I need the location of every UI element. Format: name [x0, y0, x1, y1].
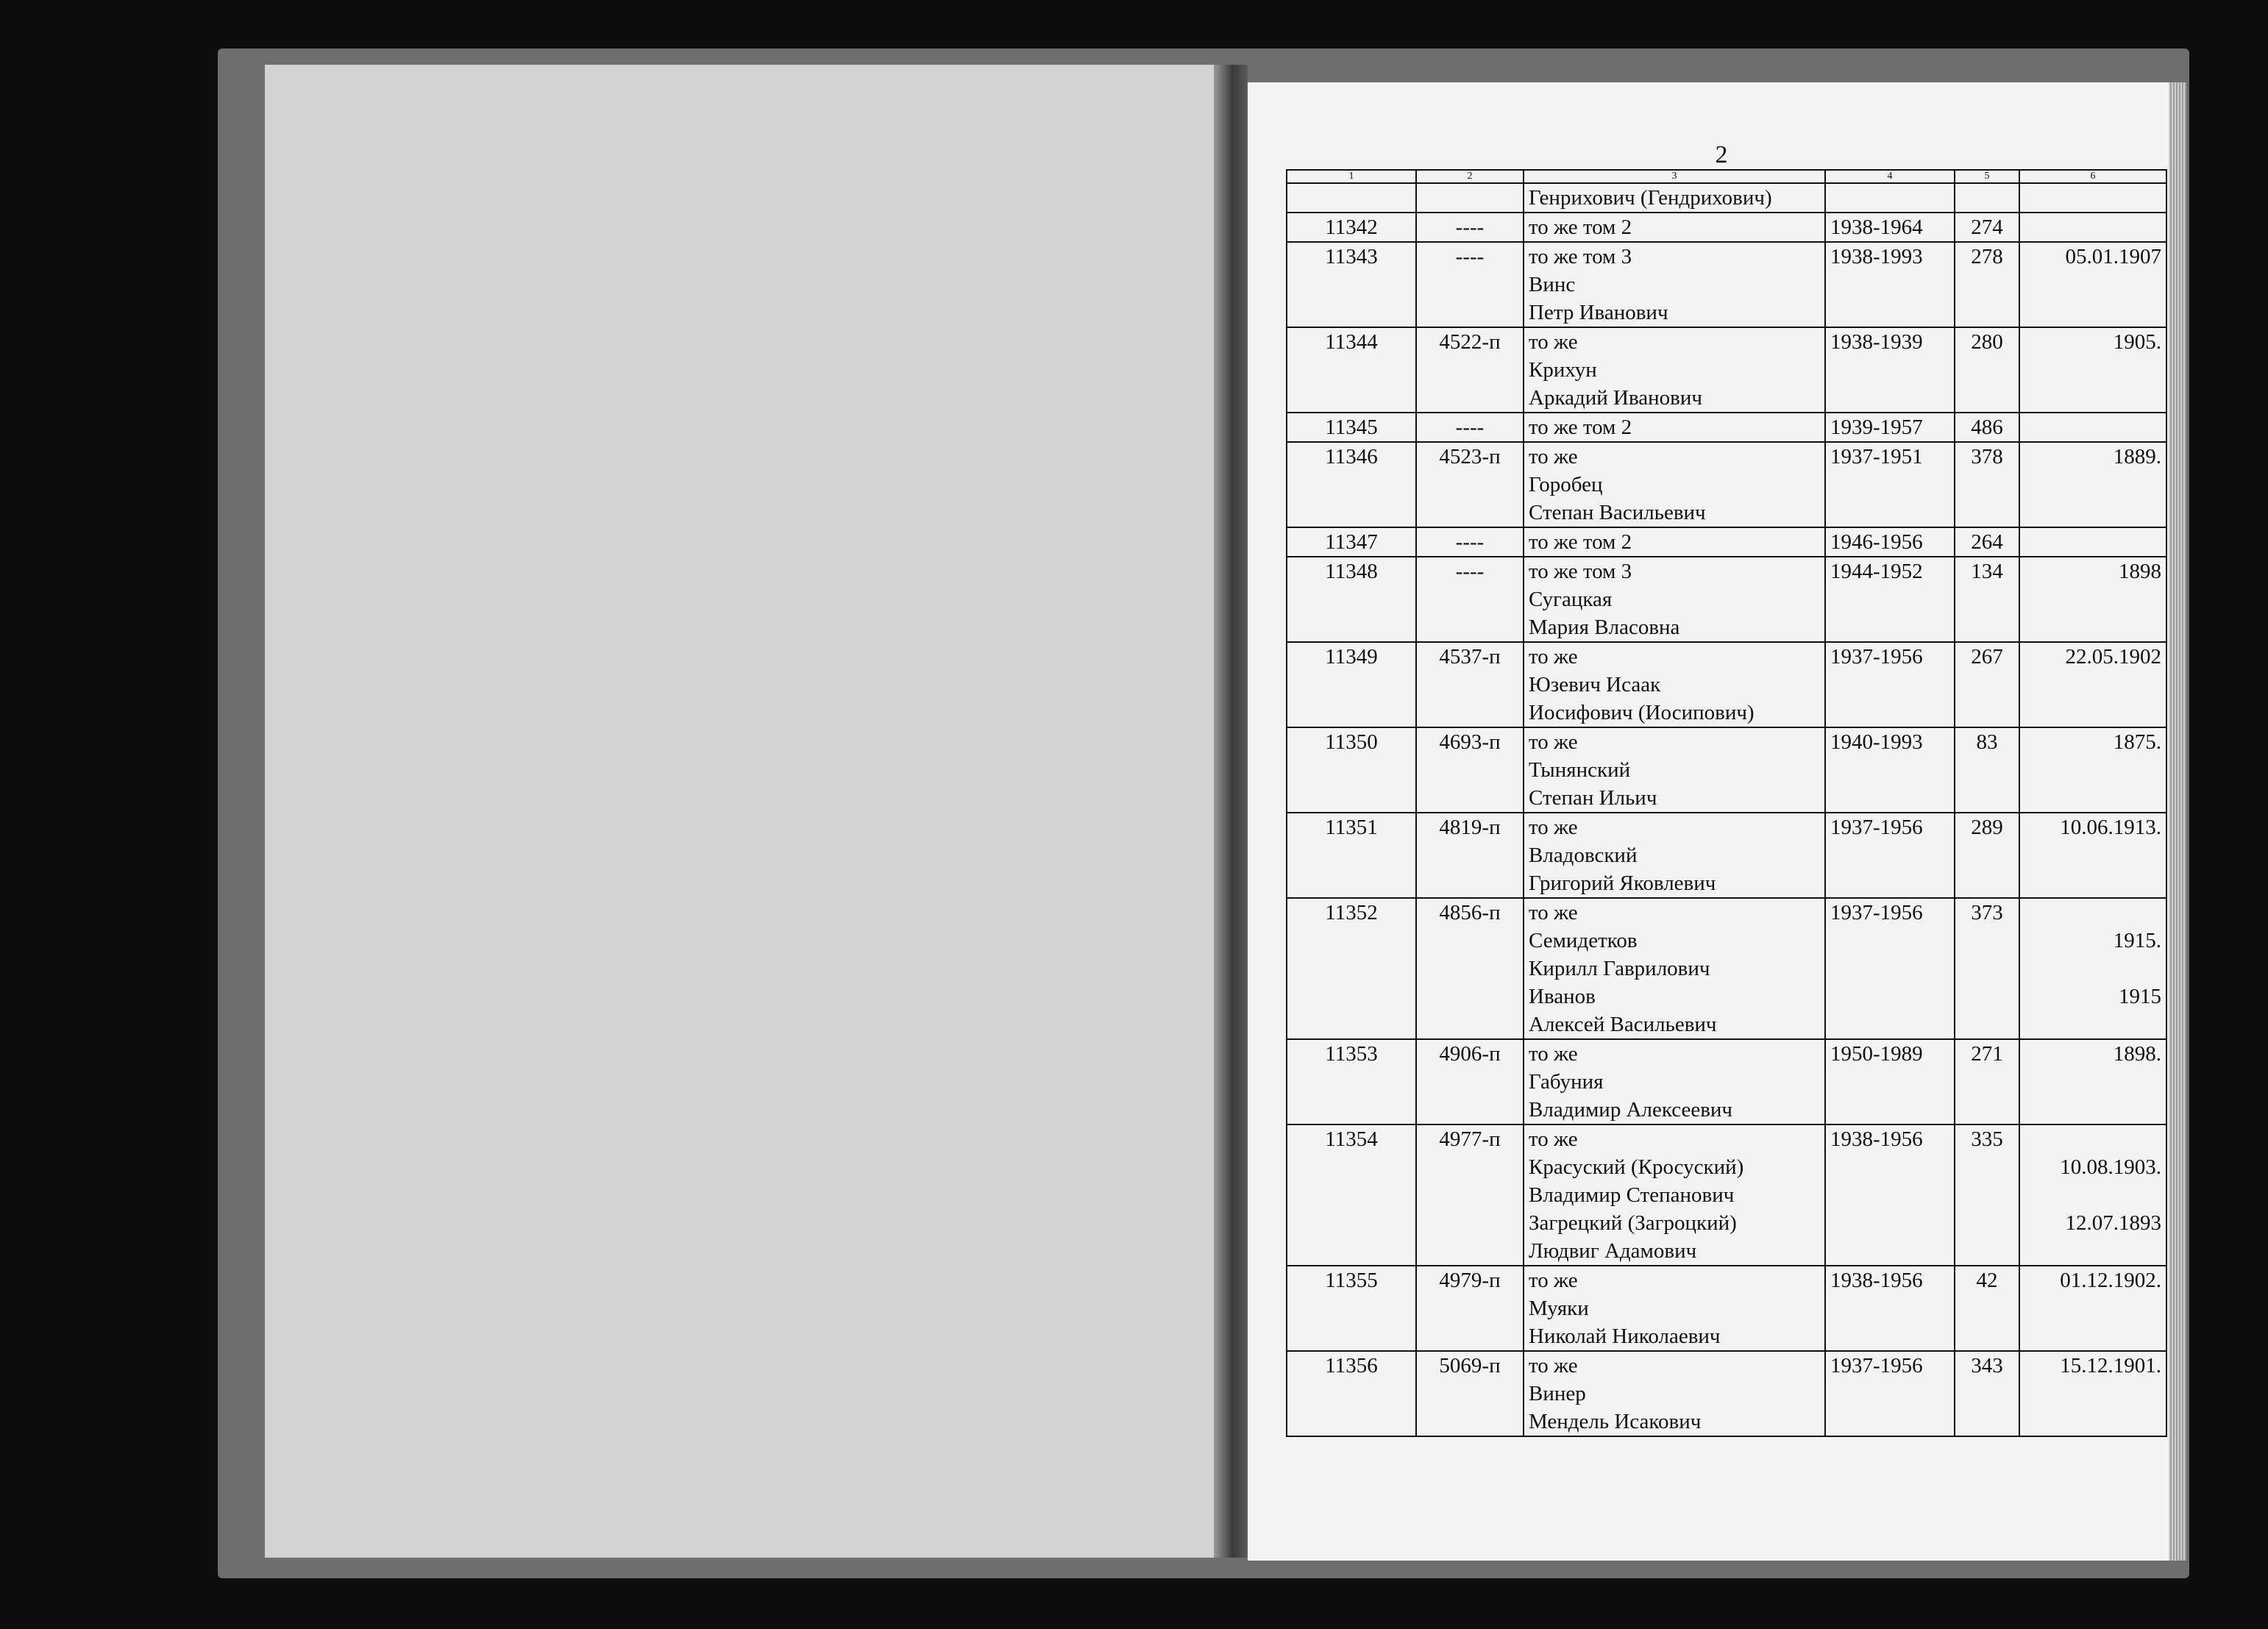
person-name-cell	[1524, 327, 1825, 413]
date-range-cell: 1938-1964	[1825, 213, 1955, 242]
name-line: Мендель Исакович	[1529, 1410, 1702, 1433]
case-code-cell: 4906-п	[1416, 1039, 1524, 1124]
page-count-cell: 343	[1955, 1351, 2019, 1436]
table-row	[1287, 183, 2166, 213]
note-cell	[2019, 213, 2166, 242]
name-line: Владовский	[1529, 844, 1638, 867]
name-line: Алексей Васильевич	[1529, 1013, 1717, 1036]
note-cell: 22.05.1902	[2019, 642, 2166, 727]
name-line: то же том 2	[1529, 416, 1632, 439]
case-number-cell: 11355	[1287, 1266, 1416, 1351]
name-line: Аркадий Иванович	[1529, 386, 1702, 410]
table-row	[1287, 898, 2166, 1039]
person-name-cell	[1524, 527, 1825, 557]
note-cell	[2019, 183, 2166, 213]
person-name-cell	[1524, 727, 1825, 813]
name-line: то же том 3	[1529, 560, 1632, 583]
note-cell: 10.06.1913.	[2019, 813, 2166, 898]
column-header: 6	[2019, 170, 2166, 183]
case-number-cell: 11347	[1287, 527, 1416, 557]
case-code-cell: 4537-п	[1416, 642, 1524, 727]
name-line: Тынянский	[1529, 758, 1631, 782]
person-name-cell	[1524, 242, 1825, 327]
page-count-cell: 486	[1955, 413, 2019, 442]
person-name-cell	[1524, 1039, 1825, 1124]
table-row	[1287, 557, 2166, 642]
date-range-cell: 1950-1989	[1825, 1039, 1955, 1124]
page-edge	[2169, 82, 2186, 1561]
table-row	[1287, 242, 2166, 327]
note-cell	[2019, 413, 2166, 442]
note-line	[2025, 1181, 2161, 1209]
name-line: Сугацкая	[1529, 588, 1613, 611]
name-line: то же	[1529, 645, 1578, 669]
note-cell	[2019, 1124, 2166, 1266]
table-row	[1287, 213, 2166, 242]
name-line: Муяки	[1529, 1297, 1589, 1320]
date-range-cell: 1937-1956	[1825, 1351, 1955, 1436]
archive-inventory-table	[1286, 169, 2167, 1437]
date-range-cell: 1937-1956	[1825, 642, 1955, 727]
table-row	[1287, 1351, 2166, 1436]
note-line	[2025, 899, 2161, 927]
page-count-cell: 42	[1955, 1266, 2019, 1351]
date-range-cell: 1938-1956	[1825, 1124, 1955, 1266]
column-header: 5	[1955, 170, 2019, 183]
case-number-cell: 11354	[1287, 1124, 1416, 1266]
name-line: Петр Иванович	[1529, 301, 1668, 324]
table-row	[1287, 1124, 2166, 1266]
name-line: то же	[1529, 901, 1578, 924]
table-row	[1287, 413, 2166, 442]
case-code-cell: 4856-п	[1416, 898, 1524, 1039]
page-count-cell: 274	[1955, 213, 2019, 242]
table-row	[1287, 1266, 2166, 1351]
name-line: Григорий Яковлевич	[1529, 871, 1716, 895]
date-range-cell: 1938-1956	[1825, 1266, 1955, 1351]
note-cell: 1898	[2019, 557, 2166, 642]
note-cell: 05.01.1907	[2019, 242, 2166, 327]
page-count-cell: 271	[1955, 1039, 2019, 1124]
name-line: то же	[1529, 1269, 1578, 1292]
table-row	[1287, 327, 2166, 413]
name-line: Кирилл Гаврилович	[1529, 957, 1710, 980]
case-code-cell: 4977-п	[1416, 1124, 1524, 1266]
page-count-cell: 264	[1955, 527, 2019, 557]
case-number-cell: 11356	[1287, 1351, 1416, 1436]
name-line: то же	[1529, 1354, 1578, 1377]
name-line: Людвиг Адамович	[1529, 1239, 1697, 1263]
page-count-cell: 267	[1955, 642, 2019, 727]
table-row	[1287, 727, 2166, 813]
person-name-cell	[1524, 183, 1825, 213]
left-page-faded	[265, 65, 1214, 1558]
name-line: Загрецкий (Загроцкий)	[1529, 1211, 1737, 1235]
note-line: 1915	[2119, 985, 2161, 1008]
page-number: 2	[1715, 141, 1728, 168]
note-cell: 1898.	[2019, 1039, 2166, 1124]
name-line: то же	[1529, 730, 1578, 754]
note-cell	[2019, 898, 2166, 1039]
name-line: Габуния	[1529, 1070, 1604, 1094]
name-line: Владимир Степанович	[1529, 1183, 1735, 1207]
name-line: Иванов	[1529, 985, 1596, 1008]
note-cell: 1889.	[2019, 442, 2166, 527]
book-spine-gutter	[1214, 65, 1248, 1558]
name-line: Владимир Алексеевич	[1529, 1098, 1733, 1122]
date-range-cell: 1940-1993	[1825, 727, 1955, 813]
page-count-cell: 335	[1955, 1124, 2019, 1266]
date-range-cell	[1825, 183, 1955, 213]
person-name-cell	[1524, 413, 1825, 442]
name-line: то же	[1529, 445, 1578, 468]
table-row	[1287, 527, 2166, 557]
name-line: Винс	[1529, 273, 1576, 296]
case-code-cell: 4523-п	[1416, 442, 1524, 527]
case-code-cell: ----	[1416, 213, 1524, 242]
date-range-cell: 1937-1956	[1825, 898, 1955, 1039]
name-line: Иосифович (Иосипович)	[1529, 701, 1755, 724]
column-header: 1	[1287, 170, 1416, 183]
case-code-cell: 4819-п	[1416, 813, 1524, 898]
column-header: 4	[1825, 170, 1955, 183]
case-number-cell: 11350	[1287, 727, 1416, 813]
case-code-cell: 4979-п	[1416, 1266, 1524, 1351]
case-code-cell: 4522-п	[1416, 327, 1524, 413]
name-line: Горобец	[1529, 473, 1603, 496]
case-number-cell: 11352	[1287, 898, 1416, 1039]
name-line: то же том 3	[1529, 245, 1632, 268]
name-line: Генрихович (Гендрихович)	[1529, 186, 1772, 210]
page-count-cell	[1955, 183, 2019, 213]
name-line: Степан Васильевич	[1529, 501, 1706, 524]
note-cell: 1875.	[2019, 727, 2166, 813]
case-number-cell: 11345	[1287, 413, 1416, 442]
name-line: Семидетков	[1529, 929, 1638, 952]
page-count-cell: 378	[1955, 442, 2019, 527]
column-header: 3	[1524, 170, 1825, 183]
date-range-cell: 1938-1939	[1825, 327, 1955, 413]
case-code-cell: 4693-п	[1416, 727, 1524, 813]
date-range-cell: 1939-1957	[1825, 413, 1955, 442]
date-range-cell: 1937-1956	[1825, 813, 1955, 898]
case-code-cell: ----	[1416, 242, 1524, 327]
table-row	[1287, 642, 2166, 727]
note-line: 1915.	[2113, 929, 2161, 952]
table-row	[1287, 813, 2166, 898]
page-count-cell: 373	[1955, 898, 2019, 1039]
case-code-cell: 5069-п	[1416, 1351, 1524, 1436]
person-name-cell	[1524, 442, 1825, 527]
name-line: то же том 2	[1529, 215, 1632, 239]
name-line: Юзевич Исаак	[1529, 673, 1661, 696]
name-line: то же том 2	[1529, 530, 1632, 554]
case-number-cell: 11351	[1287, 813, 1416, 898]
date-range-cell: 1944-1952	[1825, 557, 1955, 642]
note-cell	[2019, 527, 2166, 557]
column-header: 2	[1416, 170, 1524, 183]
note-line	[2025, 1237, 2161, 1265]
person-name-cell	[1524, 1124, 1825, 1266]
case-code-cell: ----	[1416, 557, 1524, 642]
case-code-cell	[1416, 183, 1524, 213]
person-name-cell	[1524, 557, 1825, 642]
case-number-cell: 11344	[1287, 327, 1416, 413]
name-line: то же	[1529, 1127, 1578, 1151]
person-name-cell	[1524, 1266, 1825, 1351]
name-line: Винер	[1529, 1382, 1586, 1405]
note-cell: 1905.	[2019, 327, 2166, 413]
table-row	[1287, 1039, 2166, 1124]
case-number-cell: 11346	[1287, 442, 1416, 527]
person-name-cell	[1524, 1351, 1825, 1436]
page-count-cell: 280	[1955, 327, 2019, 413]
note-line	[2025, 955, 2161, 983]
page-count-cell: 278	[1955, 242, 2019, 327]
name-line: Красуский (Кросуский)	[1529, 1155, 1744, 1179]
case-number-cell	[1287, 183, 1416, 213]
name-line: то же	[1529, 1042, 1578, 1066]
date-range-cell: 1937-1951	[1825, 442, 1955, 527]
date-range-cell: 1938-1993	[1825, 242, 1955, 327]
note-cell: 01.12.1902.	[2019, 1266, 2166, 1351]
case-number-cell: 11342	[1287, 213, 1416, 242]
page-count-cell: 134	[1955, 557, 2019, 642]
note-line: 10.08.1903.	[2060, 1155, 2161, 1179]
person-name-cell	[1524, 213, 1825, 242]
page-count-cell: 83	[1955, 727, 2019, 813]
name-line: то же	[1529, 330, 1578, 354]
case-code-cell: ----	[1416, 527, 1524, 557]
note-line	[2025, 1125, 2161, 1153]
name-line: Мария Власовна	[1529, 616, 1680, 639]
case-number-cell: 11353	[1287, 1039, 1416, 1124]
table-row	[1287, 442, 2166, 527]
case-number-cell: 11343	[1287, 242, 1416, 327]
note-cell: 15.12.1901.	[2019, 1351, 2166, 1436]
note-line: 12.07.1893	[2065, 1211, 2161, 1235]
person-name-cell	[1524, 813, 1825, 898]
case-number-cell: 11348	[1287, 557, 1416, 642]
case-number-cell: 11349	[1287, 642, 1416, 727]
case-code-cell: ----	[1416, 413, 1524, 442]
name-line: Степан Ильич	[1529, 786, 1657, 810]
name-line: то же	[1529, 816, 1578, 839]
person-name-cell	[1524, 898, 1825, 1039]
date-range-cell: 1946-1956	[1825, 527, 1955, 557]
page-count-cell: 289	[1955, 813, 2019, 898]
name-line: Крихун	[1529, 358, 1597, 382]
person-name-cell	[1524, 642, 1825, 727]
name-line: Николай Николаевич	[1529, 1325, 1721, 1348]
table-body	[1287, 183, 2166, 1436]
column-number-row	[1287, 170, 2166, 183]
note-line	[2025, 1010, 2161, 1038]
